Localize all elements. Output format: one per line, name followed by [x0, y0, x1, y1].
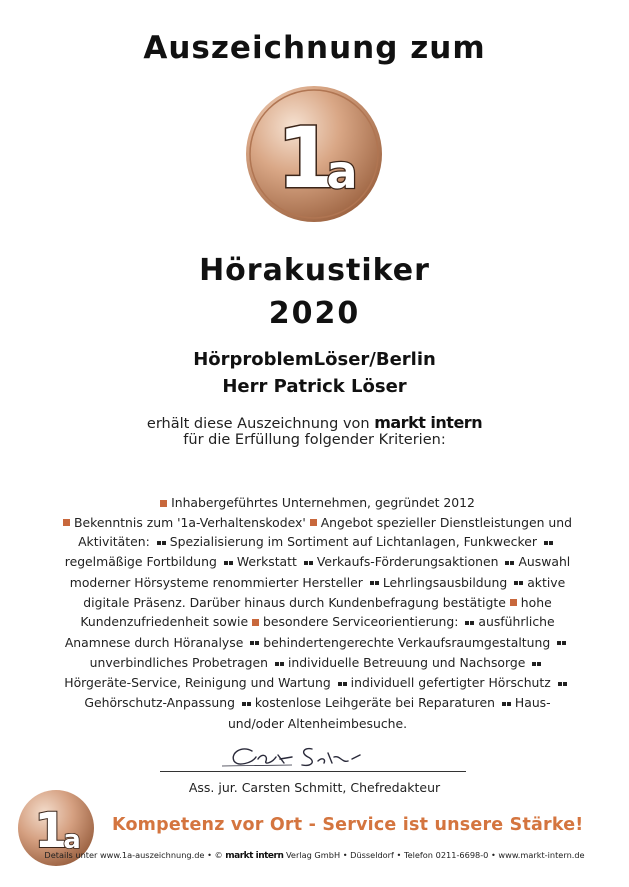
- criterion: individuelle Betreuung und Nachsorge: [287, 654, 526, 670]
- footer-details-suffix: Verlag GmbH • Düsseldorf • Telefon 0211-6698-0 • www.markt-intern.de: [285, 850, 585, 860]
- criterion: Haus- und/oder Altenheimbesuche.: [227, 695, 551, 731]
- orange-bullet-icon: [160, 500, 167, 507]
- double-bullet-icon: [242, 694, 252, 714]
- criterion: regelmäßige Fortbildung: [64, 554, 217, 570]
- orange-bullet-icon: [63, 519, 70, 526]
- double-bullet-icon: [502, 694, 512, 714]
- double-bullet-icon: [250, 633, 260, 653]
- criterion: Verkaufs-Förderungsaktionen: [316, 554, 499, 570]
- double-bullet-icon: [465, 613, 475, 633]
- intro-text: erhält diese Auszeichnung von: [146, 416, 370, 432]
- orange-bullet-icon: [510, 599, 517, 606]
- footer-brand: markt intern: [225, 851, 284, 861]
- footer-logo-digit: 1: [34, 803, 68, 859]
- intro-line-1: [0, 413, 629, 432]
- footer-logo-text: 1a: [16, 788, 18, 789]
- double-bullet-icon: [557, 633, 567, 653]
- logo-digit: 1: [276, 109, 336, 207]
- double-bullet-icon: [338, 674, 348, 694]
- double-bullet-icon: [275, 654, 285, 674]
- criterion: Angebot spezieller Dienstleistungen und Aktivitäten:: [78, 514, 572, 549]
- criterion: unverbindliches Probetragen: [89, 654, 269, 670]
- award-year: 2020: [268, 296, 361, 331]
- criterion: ausführliche Anamnese durch Höranalyse: [64, 614, 555, 650]
- brand-name: markt intern: [374, 413, 483, 432]
- footer-details: [0, 850, 629, 861]
- recipient-company: HörproblemLöser/Berlin: [193, 349, 436, 370]
- criterion: Lehrlingsausbildung: [382, 574, 508, 590]
- award-title: Auszeichnung zum: [143, 30, 486, 66]
- double-bullet-icon: [532, 654, 542, 674]
- criterion: Gehörschutz-Anpassung: [84, 695, 235, 711]
- criterion: Auswahl moderner Hörsysteme renommierter Hersteller: [69, 554, 571, 590]
- logo-text: 1a: [244, 84, 246, 85]
- criterion: Spezialisierung im Sortiment auf Lichtanlagen, Funkwecker: [169, 534, 537, 549]
- criterion: Inhabergeführtes Unternehmen, gegründet 2012: [171, 495, 475, 510]
- recipient-person: Herr Patrick Löser: [222, 376, 407, 397]
- double-bullet-icon: [558, 674, 568, 694]
- orange-bullet-icon: [252, 619, 259, 626]
- criterion: behindertengerechte Verkaufsraumgestaltung: [263, 634, 551, 650]
- double-bullet-icon: [514, 573, 524, 593]
- double-bullet-icon: [544, 533, 554, 553]
- double-bullet-icon: [224, 553, 234, 573]
- handwritten-signature: [222, 741, 422, 769]
- criterion: Werkstatt: [236, 554, 297, 570]
- criterion: Hörgeräte-Service, Reinigung und Wartung: [64, 675, 331, 690]
- signature-line: [160, 771, 466, 772]
- logo-letter: a: [326, 145, 358, 199]
- criterion: besondere Serviceorientierung:: [263, 614, 459, 630]
- double-bullet-icon: [157, 533, 167, 553]
- criterion: individuell gefertigter Hörschutz: [350, 675, 551, 690]
- double-bullet-icon: [505, 553, 515, 573]
- 1a-medal-logo: [244, 84, 384, 224]
- profession-title: Hörakustiker: [199, 253, 430, 288]
- criteria-list: [60, 493, 575, 733]
- footer-details-prefix: Details unter www.1a-auszeichnung.de • ©: [44, 850, 223, 860]
- criterion: aktive digitale Präsenz. Darüber hinaus durch Kundenbefragung bestätigte: [83, 574, 566, 610]
- double-bullet-icon: [304, 553, 314, 573]
- criterion: kostenlose Leihgeräte bei Reparaturen: [254, 695, 495, 711]
- criterion: hohe Kundenzufriedenheit sowie: [80, 594, 552, 630]
- double-bullet-icon: [370, 573, 380, 593]
- signer-name: Ass. jur. Carsten Schmitt, Chefredakteur: [188, 780, 441, 795]
- footer-logo-letter: a: [63, 825, 81, 855]
- criterion: Bekenntnis zum '1a-Verhaltenskodex': [74, 514, 306, 530]
- orange-bullet-icon: [310, 519, 317, 526]
- intro-line-2: für die Erfüllung folgender Kriterien:: [183, 432, 446, 448]
- slogan: Kompetenz vor Ort - Service ist unsere Stärke!: [112, 815, 584, 835]
